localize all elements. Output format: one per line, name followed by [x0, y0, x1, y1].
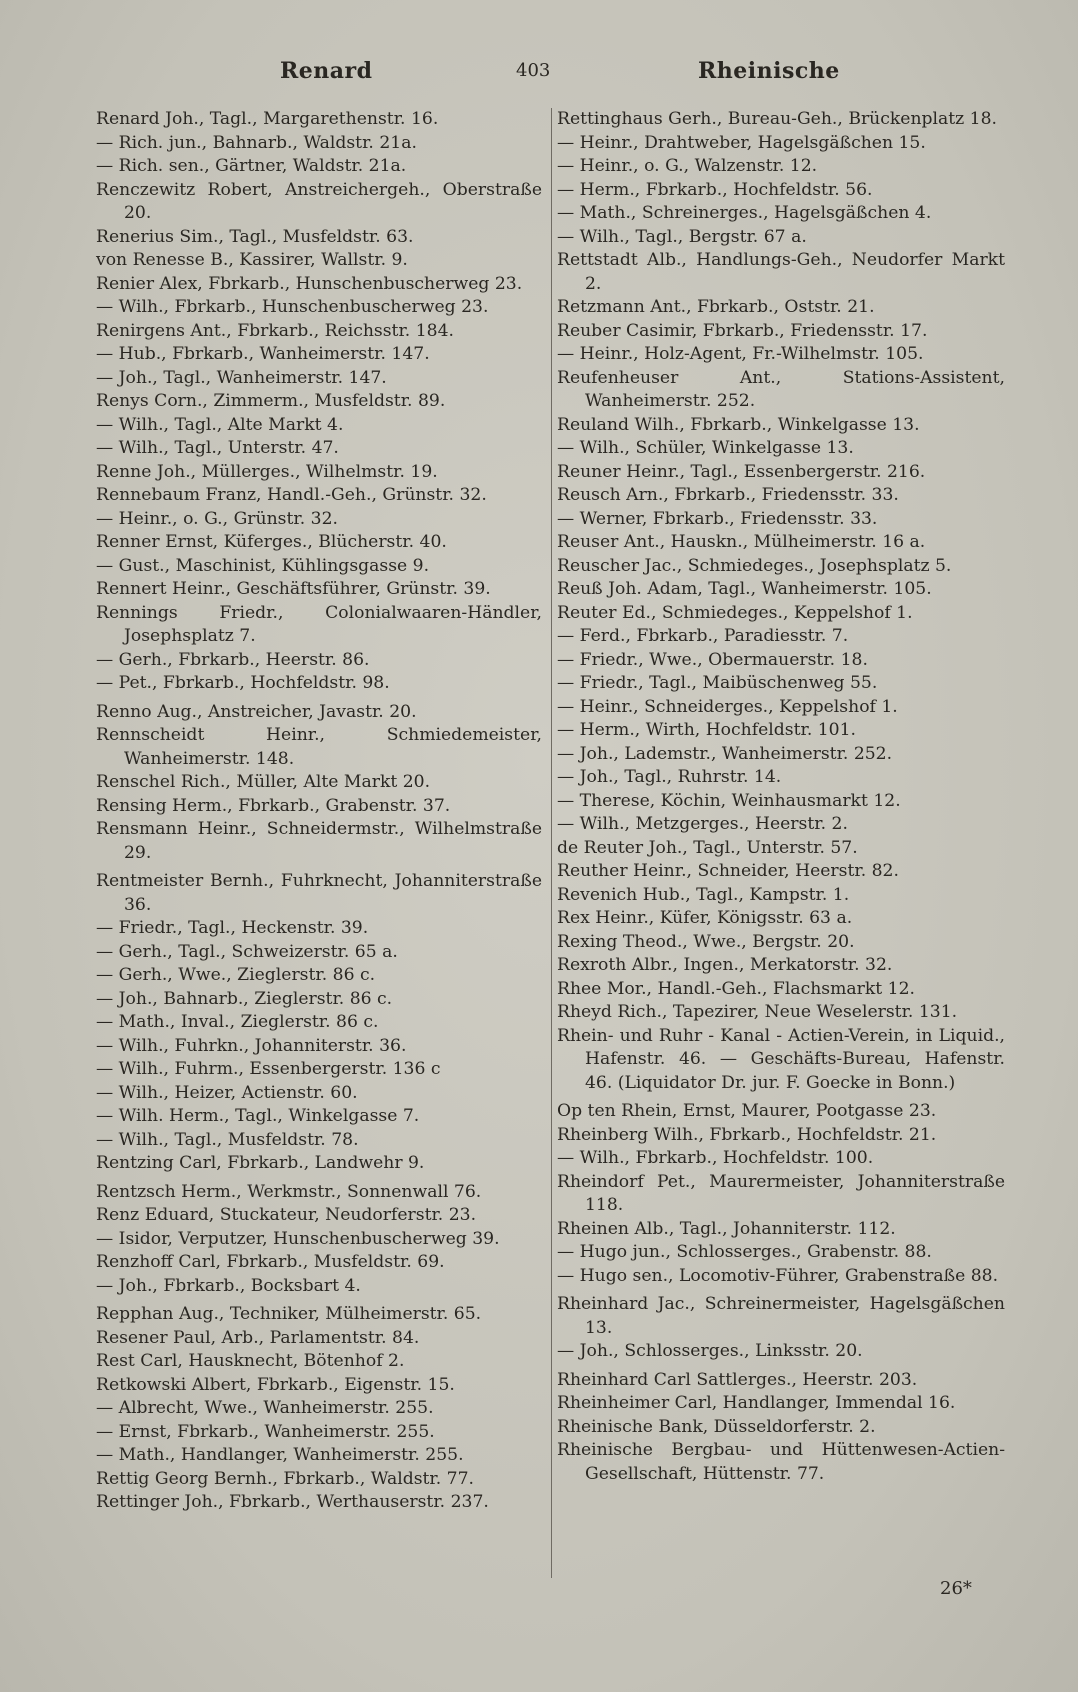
directory-entry: Reufenheuser Ant., Stations-Assistent, Wanheimerstr. 252.: [557, 367, 1005, 411]
directory-entry: Rentzsch Herm., Werkmstr., Sonnenwall 76.: [96, 1181, 482, 1202]
directory-entry: Reuber Casimir, Fbrkarb., Friedensstr. 17.: [557, 320, 928, 341]
directory-entry: Renzhoff Carl, Fbrkarb., Musfeldstr. 69.: [96, 1252, 445, 1272]
directory-entry: Op ten Rhein, Ernst, Maurer, Pootgasse 23.: [557, 1101, 937, 1121]
directory-entry: Renschel Rich., Müller, Alte Markt 20.: [96, 772, 431, 792]
directory-entry: Reuser Ant., Hauskn., Mülheimerstr. 16 a.: [557, 532, 926, 552]
directory-entry: — Pet., Fbrkarb., Hochfeldstr. 98.: [96, 673, 390, 693]
directory-entry: Rettstadt Alb., Handlungs-Geh., Neudorfer Markt 2.: [557, 250, 1005, 294]
directory-entry: Reuther Heinr., Schneider, Heerstr. 82.: [557, 861, 899, 881]
directory-entry: Rentmeister Bernh., Fuhrknecht, Johanniterstraße 36.: [96, 871, 542, 915]
sheet-signature: 26*: [940, 1578, 972, 1599]
directory-entry: — Werner, Fbrkarb., Friedensstr. 33.: [557, 508, 878, 529]
column-divider: [551, 108, 552, 1578]
directory-entry: von Renesse B., Kassirer, Wallstr. 9.: [96, 250, 408, 270]
directory-entry: — Math., Handlanger, Wanheimerstr. 255.: [96, 1445, 464, 1465]
directory-entry: — Wilh., Schüler, Winkelgasse 13.: [557, 438, 854, 458]
directory-entry: Rheindorf Pet., Maurermeister, Johanniterstraße 118.: [557, 1171, 1005, 1215]
directory-entry: — Hugo sen., Locomotiv-Führer, Grabenstraße 88.: [557, 1265, 999, 1286]
directory-entry: Rennert Heinr., Geschäftsführer, Grünstr. 39.: [96, 579, 491, 599]
directory-entry: Repphan Aug., Techniker, Mülheimerstr. 65.: [96, 1304, 482, 1324]
directory-entry: — Joh., Lademstr., Wanheimerstr. 252.: [557, 743, 893, 764]
directory-entry: Reuscher Jac., Schmiedeges., Josephsplatz 5.: [557, 555, 952, 576]
directory-entry: — Friedr., Tagl., Maibüschenweg 55.: [557, 673, 878, 693]
directory-entry: Reuter Ed., Schmiedeges., Keppelshof 1.: [557, 602, 913, 623]
directory-entry: Rhee Mor., Handl.-Geh., Flachsmarkt 12.: [557, 978, 915, 999]
directory-entry: — Wilh., Tagl., Bergstr. 67 a.: [557, 226, 807, 247]
directory-entry: — Therese, Köchin, Weinhausmarkt 12.: [557, 790, 901, 811]
directory-entry: — Friedr., Tagl., Heckenstr. 39.: [96, 918, 369, 938]
directory-entry: Rheinberg Wilh., Fbrkarb., Hochfeldstr. 21.: [557, 1124, 937, 1145]
directory-entry: Renne Joh., Müllerges., Wilhelmstr. 19.: [96, 461, 438, 482]
directory-entry: Reuner Heinr., Tagl., Essenbergerstr. 216.: [557, 461, 926, 482]
directory-entry: — Joh., Tagl., Ruhrstr. 14.: [557, 767, 782, 787]
directory-entry: Rentzing Carl, Fbrkarb., Landwehr 9.: [96, 1153, 425, 1173]
directory-entry: Renys Corn., Zimmerm., Musfeldstr. 89.: [96, 391, 446, 411]
directory-entry: Rheinische Bank, Düsseldorferstr. 2.: [557, 1416, 876, 1437]
directory-entry: Rennebaum Franz, Handl.-Geh., Grünstr. 32.: [96, 485, 487, 505]
directory-entry: Renard Joh., Tagl., Margarethenstr. 16.: [96, 109, 439, 129]
directory-entry: — Heinr., Holz-Agent, Fr.-Wilhelmstr. 105.: [557, 344, 924, 364]
directory-entry: Renner Ernst, Küferges., Blücherstr. 40.: [96, 532, 447, 552]
directory-entry: — Wilh., Fuhrm., Essenbergerstr. 136 c: [96, 1059, 441, 1079]
directory-entry: Rensing Herm., Fbrkarb., Grabenstr. 37.: [96, 795, 451, 816]
directory-entry: Rheinheimer Carl, Handlanger, Immendal 16.: [557, 1393, 956, 1413]
directory-entry: — Herm., Fbrkarb., Hochfeldstr. 56.: [557, 179, 873, 200]
directory-entry: — Heinr., o. G., Walzenstr. 12.: [557, 156, 818, 176]
directory-entry: — Wilh., Heizer, Actienstr. 60.: [96, 1082, 358, 1103]
directory-entry: — Hugo jun., Schlosserges., Grabenstr. 88.: [557, 1242, 932, 1262]
directory-entry: Reuß Joh. Adam, Tagl., Wanheimerstr. 105.: [557, 579, 932, 599]
directory-entry: Renz Eduard, Stuckateur, Neudorferstr. 23.: [96, 1205, 477, 1225]
directory-entry: — Joh., Tagl., Wanheimerstr. 147.: [96, 367, 387, 388]
directory-entry: — Math., Schreinerges., Hagelsgäßchen 4.: [557, 203, 932, 223]
directory-entry: — Gust., Maschinist, Kühlingsgasse 9.: [96, 555, 430, 576]
directory-entry: — Herm., Wirth, Hochfeldstr. 101.: [557, 720, 857, 740]
directory-entry: — Rich. jun., Bahnarb., Waldstr. 21a.: [96, 132, 417, 153]
directory-entry: Rheyd Rich., Tapezirer, Neue Weselerstr. 131.: [557, 1002, 958, 1022]
directory-entry: Reuland Wilh., Fbrkarb., Winkelgasse 13.: [557, 414, 920, 435]
directory-entry: — Heinr., Drahtweber, Hagelsgäßchen 15.: [557, 132, 926, 153]
directory-entry: Renerius Sim., Tagl., Musfeldstr. 63.: [96, 226, 414, 247]
directory-entry: — Joh., Bahnarb., Zieglerstr. 86 c.: [96, 988, 393, 1009]
directory-entry: — Gerh., Tagl., Schweizerstr. 65 a.: [96, 941, 398, 962]
directory-entry: — Rich. sen., Gärtner, Waldstr. 21a.: [96, 156, 407, 176]
directory-entry: — Wilh., Fbrkarb., Hochfeldstr. 100.: [557, 1148, 874, 1168]
directory-entry: Rheinhard Carl Sattlerges., Heerstr. 203.: [557, 1369, 918, 1390]
directory-entry: Renier Alex, Fbrkarb., Hunschenbuscherweg 23.: [96, 273, 523, 294]
directory-entry: Rennscheidt Heinr., Schmiedemeister, Wanheimerstr. 148.: [96, 725, 542, 769]
directory-entry: — Ernst, Fbrkarb., Wanheimerstr. 255.: [96, 1421, 435, 1442]
directory-entry: — Wilh., Metzgerges., Heerstr. 2.: [557, 814, 848, 834]
directory-entry: — Wilh., Tagl., Musfeldstr. 78.: [96, 1129, 359, 1150]
directory-entry: — Wilh., Fbrkarb., Hunschenbuscherweg 23.: [96, 297, 489, 317]
directory-entry: Rex Heinr., Küfer, Königsstr. 63 a.: [557, 908, 853, 928]
directory-entry: — Heinr., o. G., Grünstr. 32.: [96, 508, 338, 529]
directory-entry: Rhein- und Ruhr - Kanal - Actien-Verein, in Liquid., Hafenstr. 46. — Geschäfts-Bureau, Hafenstr. 46. (Liquidator Dr. jur. F. Goecke in Bonn.): [557, 1025, 1005, 1093]
directory-entry: Retkowski Albert, Fbrkarb., Eigenstr. 15.: [96, 1374, 455, 1395]
page-header: [0, 58, 1078, 88]
header-right-title: Rheinische: [698, 58, 840, 84]
directory-entry: — Heinr., Schneiderges., Keppelshof 1.: [557, 696, 898, 717]
directory-entry: Renirgens Ant., Fbrkarb., Reichsstr. 184.: [96, 320, 454, 341]
directory-entry: — Wilh., Tagl., Unterstr. 47.: [96, 438, 339, 458]
directory-entry: Reusch Arn., Fbrkarb., Friedensstr. 33.: [557, 485, 899, 505]
directory-entry: — Joh., Schlosserges., Linksstr. 20.: [557, 1341, 863, 1361]
directory-entry: Rensmann Heinr., Schneidermstr., Wilhelmstraße 29.: [96, 819, 542, 863]
directory-entry: Resener Paul, Arb., Parlamentstr. 84.: [96, 1327, 420, 1348]
directory-entry: — Albrecht, Wwe., Wanheimerstr. 255.: [96, 1398, 434, 1418]
right-column: [557, 108, 1005, 1486]
directory-entry: Retzmann Ant., Fbrkarb., Oststr. 21.: [557, 297, 875, 317]
directory-entry: Rest Carl, Hausknecht, Bötenhof 2.: [96, 1351, 405, 1371]
directory-entry: de Reuter Joh., Tagl., Unterstr. 57.: [557, 837, 858, 858]
directory-entry: Rennings Friedr., Colonialwaaren-Händler, Josephsplatz 7.: [96, 602, 542, 646]
directory-entry: — Gerh., Wwe., Zieglerstr. 86 c.: [96, 965, 376, 985]
directory-entry: — Friedr., Wwe., Obermauerstr. 18.: [557, 649, 868, 670]
directory-entry: Rettinger Joh., Fbrkarb., Werthauserstr. 237.: [96, 1492, 489, 1512]
directory-entry: — Wilh., Fuhrkn., Johanniterstr. 36.: [96, 1035, 407, 1056]
page-number: 403: [516, 60, 551, 81]
directory-entry: — Joh., Fbrkarb., Bocksbart 4.: [96, 1275, 361, 1296]
left-column: [96, 108, 542, 1515]
directory-entry: Rettig Georg Bernh., Fbrkarb., Waldstr. 77.: [96, 1468, 475, 1489]
directory-entry: — Ferd., Fbrkarb., Paradiesstr. 7.: [557, 626, 849, 646]
directory-entry: Rexing Theod., Wwe., Bergstr. 20.: [557, 931, 855, 952]
directory-entry: Renno Aug., Anstreicher, Javastr. 20.: [96, 701, 417, 722]
directory-entry: — Hub., Fbrkarb., Wanheimerstr. 147.: [96, 344, 430, 364]
header-left-title: Renard: [280, 58, 373, 84]
directory-entry: Revenich Hub., Tagl., Kampstr. 1.: [557, 884, 850, 905]
directory-entry: — Math., Inval., Zieglerstr. 86 c.: [96, 1012, 379, 1032]
directory-entry: Rheinhard Jac., Schreinermeister, Hagelsgäßchen 13.: [557, 1294, 1005, 1338]
directory-entry: — Isidor, Verputzer, Hunschenbuscherweg 39.: [96, 1228, 500, 1249]
directory-entry: Rheinen Alb., Tagl., Johanniterstr. 112.: [557, 1218, 896, 1239]
directory-entry: — Wilh., Tagl., Alte Markt 4.: [96, 414, 344, 435]
directory-entry: Rheinische Bergbau- und Hüttenwesen-Actien-Gesellschaft, Hüttenstr. 77.: [557, 1440, 1005, 1484]
directory-entry: — Gerh., Fbrkarb., Heerstr. 86.: [96, 649, 370, 670]
directory-entry: Rettinghaus Gerh., Bureau-Geh., Brückenplatz 18.: [557, 109, 998, 129]
directory-entry: Renczewitz Robert, Anstreichergeh., Oberstraße 20.: [96, 179, 542, 223]
directory-entry: Rexroth Albr., Ingen., Merkatorstr. 32.: [557, 955, 893, 975]
directory-entry: — Wilh. Herm., Tagl., Winkelgasse 7.: [96, 1106, 420, 1126]
